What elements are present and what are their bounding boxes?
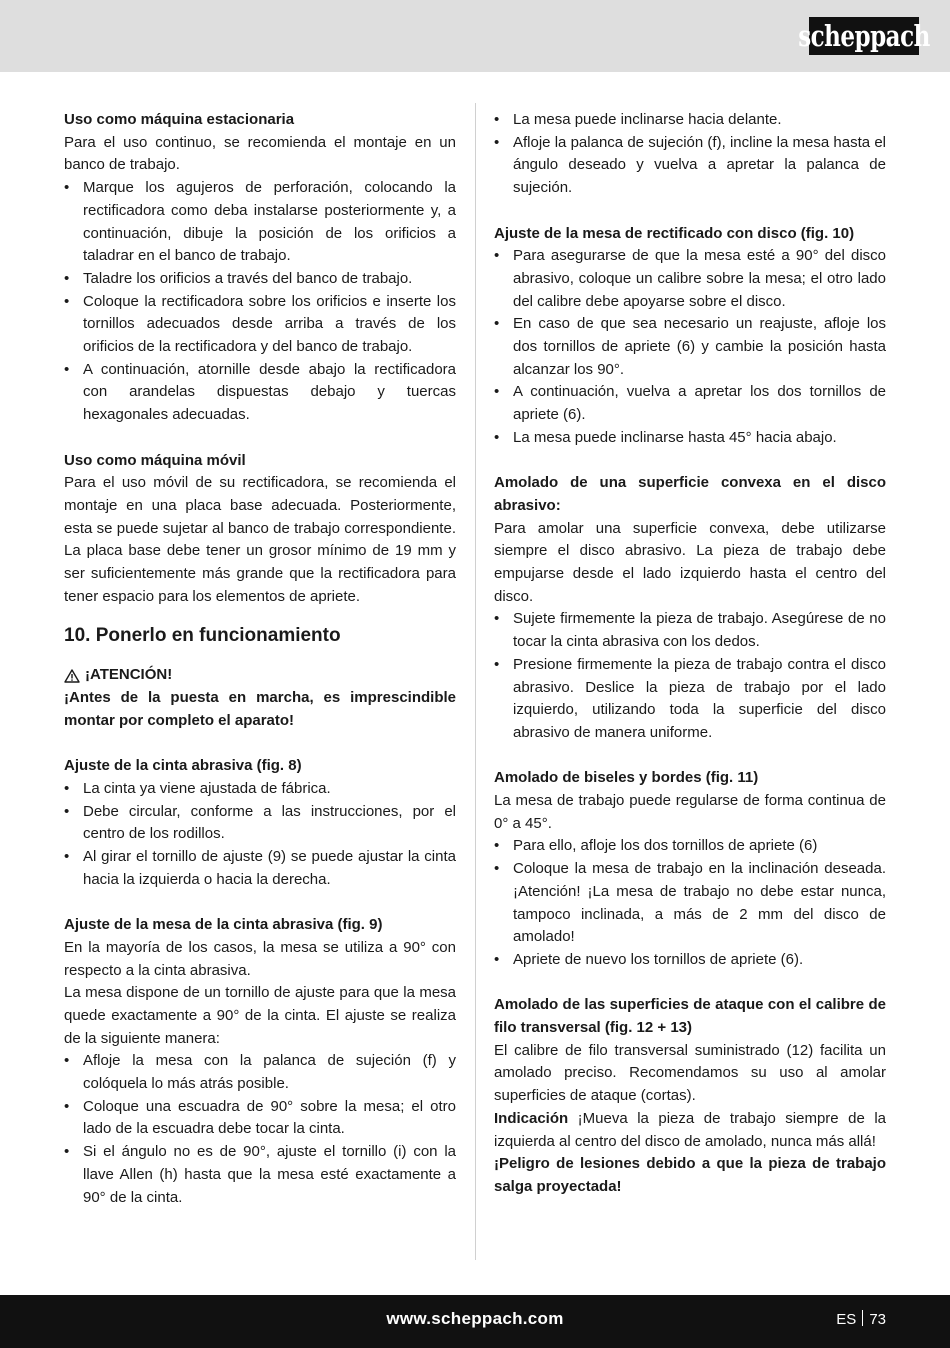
paragraph: La mesa de trabajo puede regularse de forma continua de 0° a 45°. <box>494 792 886 832</box>
footer-bar <box>0 1295 950 1348</box>
bullet-list <box>64 177 456 427</box>
bullet-list <box>494 245 886 449</box>
brand-logo: scheppach <box>809 17 919 55</box>
paragraph: Para el uso continuo, se recomienda el montaje en un banco de trabajo. <box>64 133 456 174</box>
paragraph: La mesa dispone de un tornillo de ajuste para que la mesa quede exactamente a 90° de la cinta. El ajuste se realiza de la siguiente manera: <box>64 984 456 1047</box>
bullet-list <box>494 109 886 200</box>
warning-icon <box>64 669 80 683</box>
list-item: • Presione firmemente la pieza de trabajo contra el disco abrasivo. Deslice la pieza de trabajo por el lado izquierdo, utilizando toda la superficie del disco abrasivo de manera uniforme. <box>494 654 886 745</box>
bullet-list <box>494 608 886 744</box>
list-item: • A continuación, atornille desde abajo la rectificadora con arandelas dispuestas debajo y tuercas hexagonales adecuadas. <box>64 359 456 427</box>
heading-mobile: Uso como máquina móvil <box>64 451 246 469</box>
right-column <box>494 109 886 1199</box>
list-item: • Marque los agujeros de perforación, colocando la rectificadora como deba instalarse posteriormente y, a continuación, dibuje la posición de los orificios a taladrar en el banco de trabajo. <box>64 177 456 268</box>
column-divider <box>475 103 476 1260</box>
bullet-list <box>494 835 886 971</box>
list-item: • Para asegurarse de que la mesa esté a 90° del disco abrasivo, coloque un calibre sobre la mesa; el otro lado del calibre debe apoyarse sobre el disco. <box>494 245 886 313</box>
left-column <box>64 109 456 1209</box>
list-item: • Coloque la mesa de trabajo en la inclinación deseada. ¡Atención! ¡La mesa de trabajo no debe estar nunca, tampoco inclinada, a más de 2 mm del disco de amolado! <box>494 858 886 949</box>
heading-disc-table: Ajuste de la mesa de rectificado con disco (fig. 10) <box>494 224 855 242</box>
paragraph: Para amolar una superficie convexa, debe utilizarse siempre el disco abrasivo. La pieza de trabajo debe empujarse desde el lado izquierdo hasta el centro del disco. <box>494 519 886 605</box>
note-label: Indicación <box>494 1109 569 1127</box>
paragraph: Para el uso móvil de su rectificadora, se recomienda el montaje en una placa base adecuada. Posteriormente, esta se puede sujetar al banco de trabajo correspondiente. La placa base debe tener un grosor mínimo de 19 mm y ser suficientemente más grande que la rectificadora para tener espacio para los elementos de apriete. <box>64 474 456 605</box>
heading-stationary: Uso como máquina estacionaria <box>64 111 295 128</box>
attention-text: ¡Antes de la puesta en marcha, es imprescindible montar por completo el aparato! <box>64 689 456 729</box>
list-item: • La cinta ya viene ajustada de fábrica. <box>64 778 456 801</box>
heading-belt-adjust: Ajuste de la cinta abrasiva (fig. 8) <box>64 757 302 775</box>
list-item: • Sujete firmemente la pieza de trabajo. Asegúrese de no tocar la cinta abrasiva con los dedos. <box>494 608 886 653</box>
injury-warning: ¡Peligro de lesiones debido a que la pieza de trabajo salga proyectada! <box>494 1155 886 1195</box>
list-item: • En caso de que sea necesario un reajuste, afloje los dos tornillos de apriete (6) y cambie la posición hasta alcanzar los 90°. <box>494 313 886 381</box>
heading-belt-table: Ajuste de la mesa de la cinta abrasiva (fig. 9) <box>64 916 383 934</box>
bullet-list <box>64 1050 456 1209</box>
list-item: • Si el ángulo no es de 90°, ajuste el tornillo (i) con la llave Allen (h) hasta que la mesa esté exactamente a 90° de la cinta. <box>64 1141 456 1209</box>
list-item: • Debe circular, conforme a las instrucciones, por el centro de los rodillos. <box>64 801 456 846</box>
list-item: • Al girar el tornillo de ajuste (9) se puede ajustar la cinta hacia la izquierda o hacia la derecha. <box>64 846 456 891</box>
bullet-list <box>64 778 456 892</box>
footer-url[interactable]: www.scheppach.com <box>386 1309 564 1328</box>
list-item: • Para ello, afloje los dos tornillos de apriete (6) <box>494 835 886 858</box>
paragraph: En la mayoría de los casos, la mesa se utiliza a 90° con respecto a la cinta abrasiva. <box>64 938 456 979</box>
page-number: ES 73 <box>836 1311 886 1328</box>
list-item: • Apriete de nuevo los tornillos de apriete (6). <box>494 949 886 972</box>
list-item: • Afloje la palanca de sujeción (f), incline la mesa hasta el ángulo deseado y vuelva a apretar la palanca de sujeción. <box>494 132 886 200</box>
note-paragraph: Indicación ¡Mueva la pieza de trabajo siempre de la izquierda al centro del disco de amolado, nunca más allá! <box>494 1109 886 1150</box>
list-item: • La mesa puede inclinarse hasta 45° hacia abajo. <box>494 427 886 450</box>
list-item: • La mesa puede inclinarse hacia delante. <box>494 109 886 132</box>
list-item: • A continuación, vuelva a apretar los dos tornillos de apriete (6). <box>494 381 886 426</box>
list-item: • Afloje la mesa con la palanca de sujeción (f) y colóquela lo más atrás posible. <box>64 1050 456 1095</box>
heading-convex: Amolado de una superficie convexa en el disco abrasivo: <box>494 474 886 514</box>
list-item: • Taladre los orificios a través del banco de trabajo. <box>64 268 456 291</box>
list-item: • Coloque una escuadra de 90° sobre la mesa; el otro lado de la escuadra debe tocar la cinta. <box>64 1096 456 1141</box>
section-title: 10. Ponerlo en funcionamiento <box>64 625 341 647</box>
heading-cutting-faces: Amolado de las superficies de ataque con el calibre de filo transversal (fig. 12 + 13) <box>494 996 886 1037</box>
attention-label: ¡ATENCIÓN! <box>64 664 456 687</box>
paragraph: El calibre de filo transversal suministrado (12) facilita un amolado preciso. Recomendamos su uso al amolar superficies de ataque (cortas). <box>494 1041 886 1105</box>
heading-bevels: Amolado de biseles y bordes (fig. 11) <box>494 769 759 787</box>
list-item: • Coloque la rectificadora sobre los orificios e inserte los tornillos adecuados desde arriba a través de los orificios de la rectificadora y del banco de trabajo. <box>64 291 456 359</box>
